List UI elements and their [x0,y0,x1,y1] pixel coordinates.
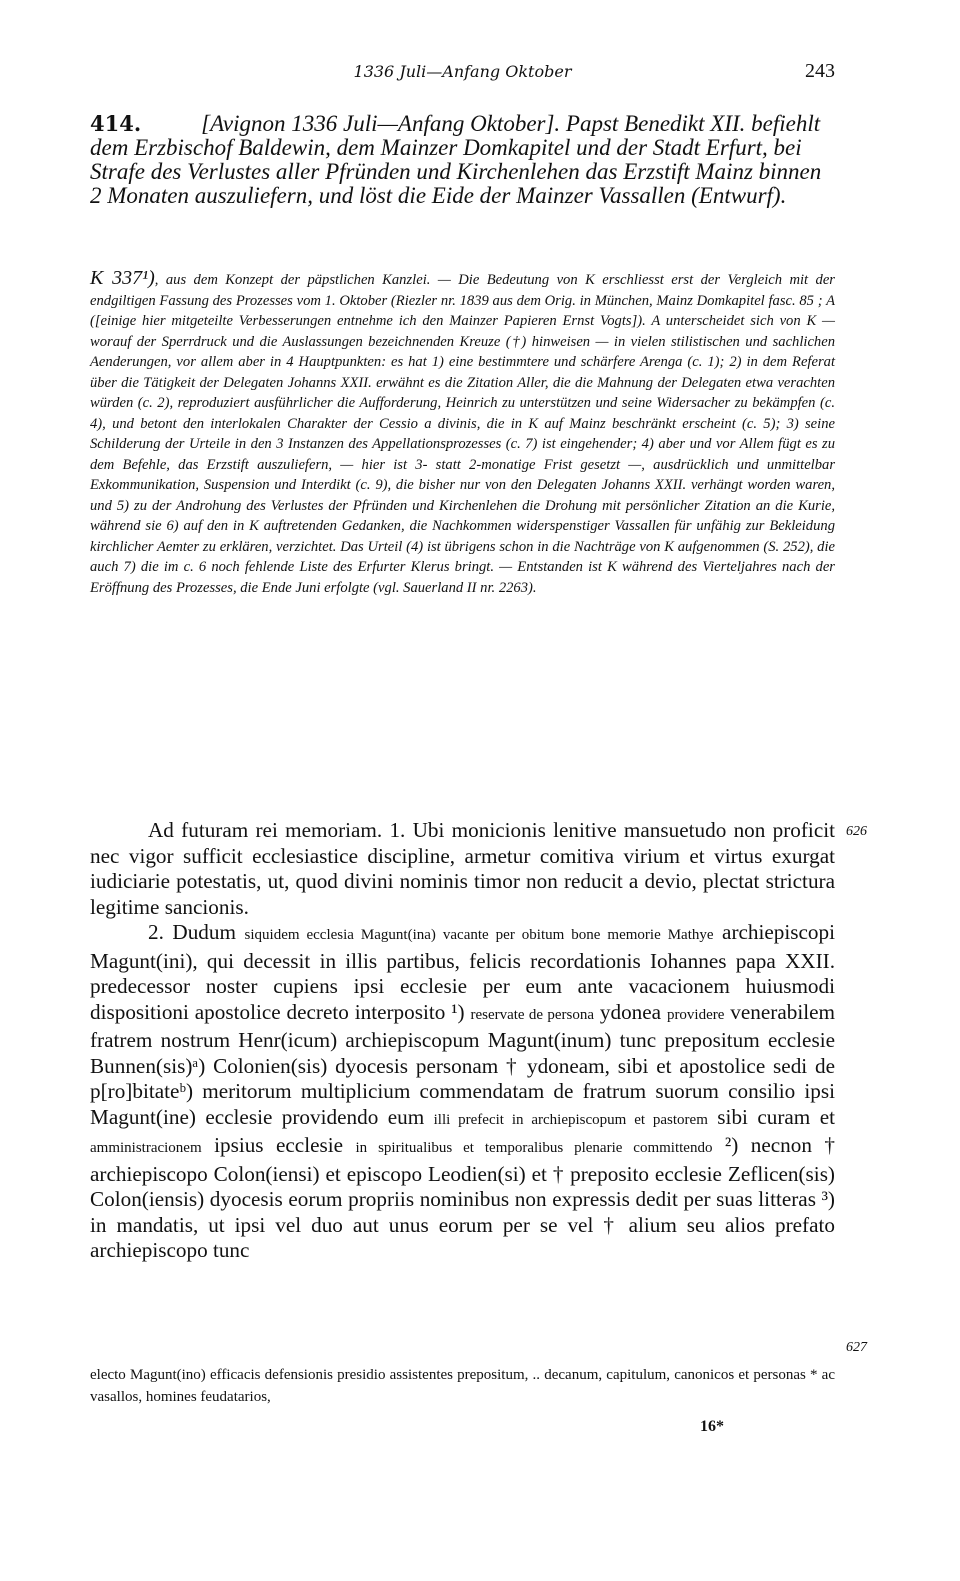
running-title: 1336 Juli—Anfang Oktober [353,62,572,81]
text-run: ²) necnon † archiepiscopo Colon(iensi) et episcopo Leodien(si) et † preposito ecclesie Zeflicen(sis) Colon(iensis) dyocesis eorum propriis nominibus non expressis dedit per suas litteras ³) in mandatis, ut ipsi vel duo aut unus eorum per se vel † alium seu alios prefato archiepiscopo tunc [90,1133,836,1262]
text-run: sibi curam et [707,1104,835,1129]
small-text-run: reservate de persona [470,1006,595,1023]
small-text-run: illi prefecit in archiepiscopum et pastorem [433,1111,708,1128]
editorial-notes [90,268,835,598]
text-run: 2. Dudum [148,920,245,944]
paragraph-1: Ad futuram rei memoriam. 1. Ubi monicionis lenitive mansuetudo non proficit nec vigor sufficit ecclesiastice discipline, armetur comitiva virium et virtus exurgat iudiciarie potestatis, ut, quod divini nominis timor non reducit a devio, plectat strictura legitime sancionis. [90,818,835,919]
regest-text: [Avignon 1336 Juli—Anfang Oktober]. Papst Benedikt XII. befiehlt dem Erzbischof Baldewin, dem Mainzer Domkapitel und der Stadt Erfurt, bei Strafe des Verlustes aller Pfründen und Kirchenlehen das Erzstift Mainz binnen 2 Monaten auszuliefern, und löst die Eide der Mainzer Vassallen (Entwurf). [90,111,822,208]
paragraph-2 [90,920,835,1264]
text-run: ydonea [594,999,667,1024]
latin-text [90,818,835,1264]
notes-text: , aus dem Konzept der päpstlichen Kanzlei. — Die Bedeutung von K erschliesst erst der Vergleich mit der endgiltigen Fassung des Prozesses vom 1. Oktober (Riezler nr. 1839 aus dem Orig. in München, Mainz Domkapitel fasc. 85 ; A ([einige hier mitgeteilte Verbesserungen entnehme ich den Mainzer Papieren Ernst Vogts]). A unterscheidet sich von K — worauf der Sperrdruck und die Auslassungen bezeichnenden Kreuze (†) hinweisen — in vielen stilistischen und sachlichen Aenderungen, vor allem aber in 4 Hauptpunkten: es hat 1) eine bestimmtere und schärfere Arenga (c. 1); 2) in dem Referat über die Tätigkeit der Delegaten Johanns XXII. erwähnt es die Zitation Aller, die die Mahnung der Delegaten etwa verachten würden (c. 2), reproduziert ausführlicher die Aufforderung, Heinrich zu unterstützen und seine Widersacher zu bekämpfen (c. 4), und betont den interlokalen Charakter der Cessio a divinis, die in K auf Mainz beschränkt erscheint (c. 5); 3) seine Schilderung der Urteile in den 3 Instanzen des Appellationsprozesses (c. 7) ist eingehender; 4) aber und vor Allem fügt es zu dem Befehle, das Erzstift auszuliefern, — hier ist 3- statt 2-monatige Frist gesetzt —, ausdrücklich und unmittelbar Exkommunikation, Suspension und Interdikt (c. 9), die bisher nur von den Delegaten Johanns XXII. verhängt worden waren, und 5) zu der Androhung des Verlustes der Pfründen und Kirchenlehen die Drohung mit persönlicher Zitation an die Kurie, während sie 6) auf den in K auftretenden Gedanken, die Nachkommen widerspenstiger Vassallen für unfähig zur Bekleidung kirchlicher Aemter zu erklären, verzichtet. Das Urteil (4) ist übrigens schon in die Nachträge von K aufgenommen (S. 252), die auch 7) die im c. 6 noch fehlende Liste des Erfurter Klerus bringt. — Entstanden ist K während des Vierteljahres nach der Eröffnung des Prozesses, die Ende Juni erfolgte (vgl. Sauerland II nr. 2263). [90,272,835,596]
page-number: 243 [805,60,835,82]
text-run: ipsius ecclesie [201,1133,356,1157]
sheet-signature: 16* [700,1418,724,1435]
document-number: 414. [90,111,142,136]
small-text-run: siquidem ecclesia Magunt(ina) vacante per obitum bone memorie Mathye [244,927,714,943]
source-siglum: K 337¹) [90,267,155,289]
margin-reference-626: 626 [846,824,867,839]
margin-reference-627: 627 [846,1340,867,1355]
text-run: venerabilem fratrem nostrum Henr(icum) archiepiscopum Magunt(inum) tunc prepositum ecclesie Bunnen(sis)ᵃ) Colonien(sis) dyocesis personam † ydoneam, sibi et apostolice sedi de p[ro]bitateᵇ) meritorum multiplicium commendatam de fratrum suorum consilio ipsi Magunt(ine) ecclesie providendo eum [90,999,835,1129]
small-text-run: providere [666,1006,725,1023]
small-text-run: amministracionem [90,1140,202,1156]
text-run: archiepiscopi Magunt(ini), qui decessit in illis partibus, felicis recordationis Iohannes papa XXII. predecessor noster cupiens ipsi ecclesie per eum ante vacacionem huiusmodi dispositioni apostolice decreto interposito ¹) [90,920,836,1024]
regest-heading [90,112,835,208]
small-text-run: in spiritualibus et temporalibus plenarie committendo [355,1140,713,1156]
text-continuation: electo Magunt(ino) efficacis defensionis presidio assistentes prepositum, .. decanum, capitulum, canonicos et personas * ac vasallos, homines feudatarios, [90,1367,835,1405]
page-header [90,62,835,88]
